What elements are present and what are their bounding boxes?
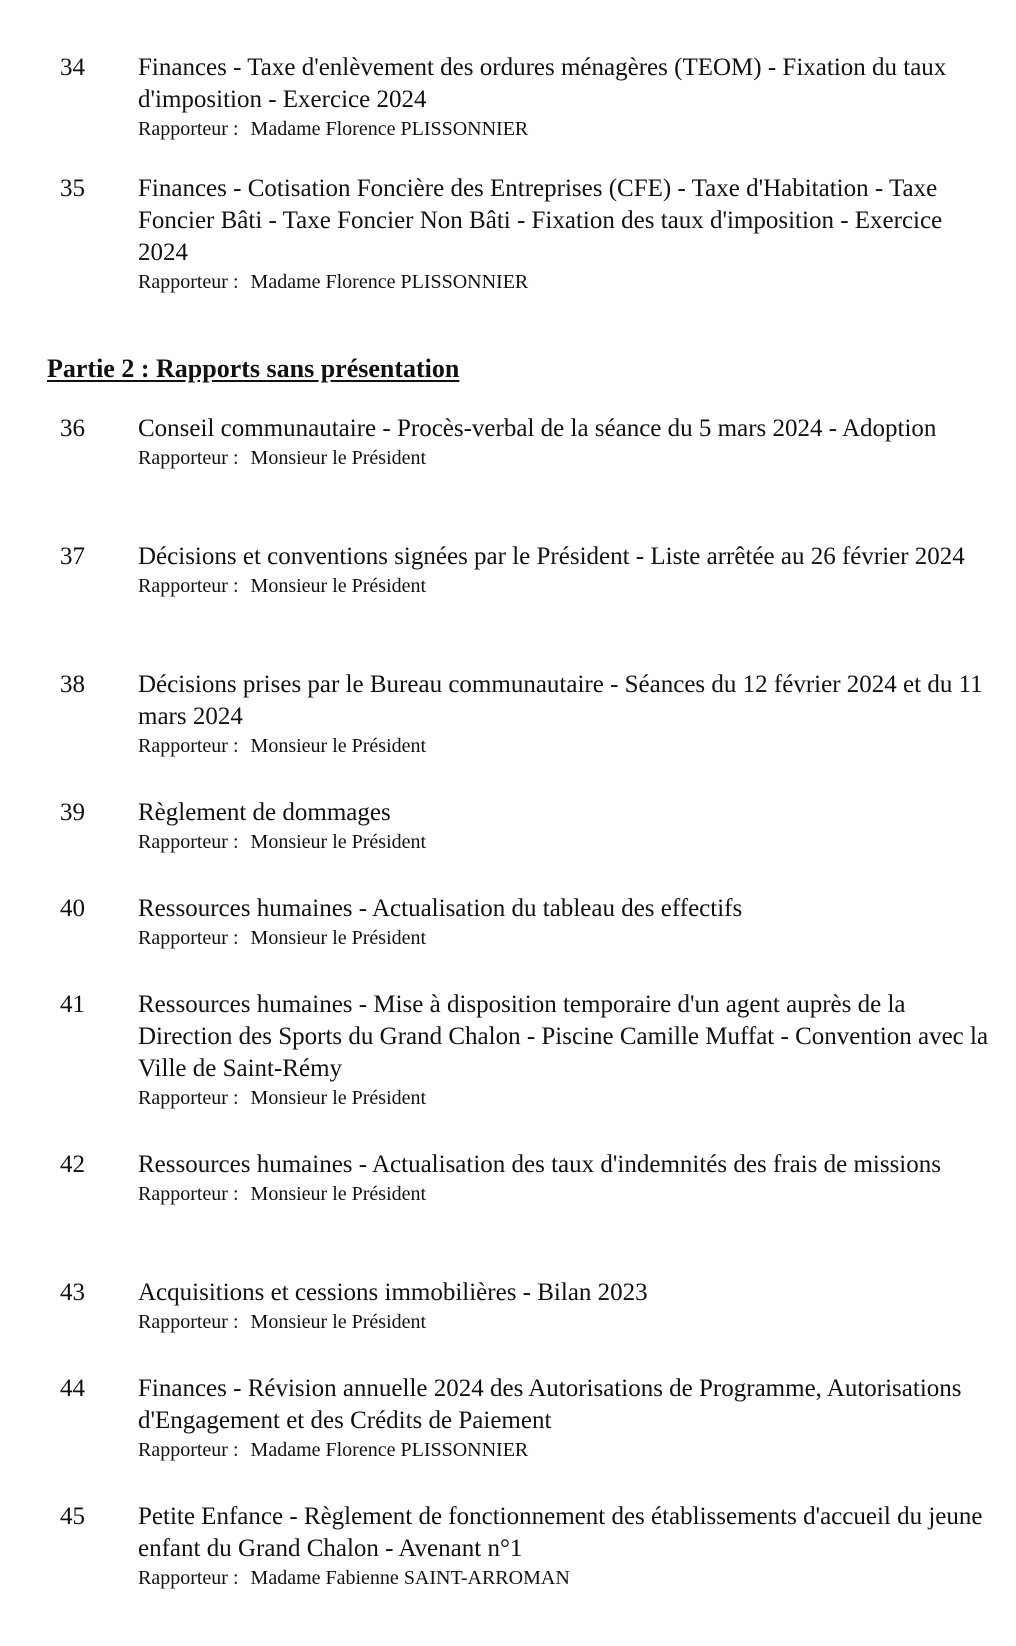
rapporteur-label: Rapporteur : [138, 927, 239, 949]
item-rapporteur [138, 117, 998, 141]
rapporteur-label: Rapporteur : [138, 1183, 239, 1205]
item-rapporteur [138, 734, 998, 758]
rapporteur-label: Rapporteur : [138, 831, 239, 853]
item-rapporteur [138, 1182, 998, 1206]
item-title-block [138, 1149, 998, 1206]
rapporteur-name: Madame Florence PLISSONNIER [250, 271, 529, 293]
rapporteur-label: Rapporteur : [138, 1439, 239, 1461]
item-title-block [138, 797, 998, 854]
rapporteur-name: Monsieur le Président [250, 575, 427, 597]
item-title: Ressources humaines - Actualisation des taux d'indemnités des frais de missions [138, 1151, 941, 1178]
item-number: 35 [60, 175, 85, 202]
rapporteur-name: Monsieur le Président [250, 735, 427, 757]
item-rapporteur [138, 1086, 998, 1110]
item-number: 40 [60, 895, 85, 922]
item-rapporteur [138, 1310, 998, 1334]
item-title: Ressources humaines - Mise à disposition temporaire d'un agent auprès de la Direction des Sports du Grand Chalon - Piscine Camille Muffat - Convention avec la Ville de Saint-Rémy [138, 991, 989, 1082]
item-rapporteur [138, 1438, 998, 1462]
item-title-block [138, 669, 998, 758]
item-number: 37 [60, 543, 85, 570]
item-title-block [138, 1373, 998, 1462]
rapporteur-name: Monsieur le Président [250, 927, 427, 949]
item-title: Petite Enfance - Règlement de fonctionnement des établissements d'accueil du jeune enfant du Grand Chalon - Avenant n°1 [138, 1503, 983, 1562]
rapporteur-label: Rapporteur : [138, 447, 239, 469]
item-title-block [138, 989, 998, 1110]
item-number: 45 [60, 1503, 85, 1530]
item-rapporteur [138, 830, 998, 854]
item-title: Ressources humaines - Actualisation du tableau des effectifs [138, 895, 743, 922]
rapporteur-name: Madame Fabienne SAINT-ARROMAN [250, 1567, 570, 1589]
item-title: Finances - Cotisation Foncière des Entreprises (CFE) - Taxe d'Habitation - Taxe Foncier Bâti - Taxe Foncier Non Bâti - Fixation des taux d'imposition - Exercice 2024 [138, 175, 943, 266]
item-title: Finances - Révision annuelle 2024 des Autorisations de Programme, Autorisations d'Engagement et des Crédits de Paiement [138, 1375, 962, 1434]
item-title: Acquisitions et cessions immobilières - Bilan 2023 [138, 1279, 648, 1306]
item-rapporteur [138, 446, 998, 470]
item-title-block [138, 1277, 998, 1334]
rapporteur-label: Rapporteur : [138, 735, 239, 757]
item-number: 36 [60, 415, 85, 442]
rapporteur-label: Rapporteur : [138, 118, 239, 140]
item-number: 43 [60, 1279, 85, 1306]
rapporteur-name: Monsieur le Président [250, 1087, 427, 1109]
item-rapporteur [138, 574, 998, 598]
rapporteur-label: Rapporteur : [138, 1087, 239, 1109]
item-title-block [138, 173, 998, 294]
item-rapporteur [138, 926, 998, 950]
item-title-block [138, 52, 998, 141]
item-number: 38 [60, 671, 85, 698]
rapporteur-name: Monsieur le Président [250, 447, 427, 469]
item-title: Conseil communautaire - Procès-verbal de la séance du 5 mars 2024 - Adoption [138, 415, 937, 442]
rapporteur-label: Rapporteur : [138, 1311, 239, 1333]
item-title-block [138, 1501, 998, 1590]
item-number: 42 [60, 1151, 85, 1178]
rapporteur-label: Rapporteur : [138, 271, 239, 293]
item-number: 34 [60, 54, 85, 81]
item-rapporteur [138, 270, 998, 294]
rapporteur-name: Monsieur le Président [250, 1183, 427, 1205]
item-number: 41 [60, 991, 85, 1018]
item-title-block [138, 893, 998, 950]
item-title: Décisions et conventions signées par le Président - Liste arrêtée au 26 février 2024 [138, 543, 965, 570]
item-rapporteur [138, 1566, 998, 1590]
section-heading: Partie 2 : Rapports sans présentation [47, 354, 460, 383]
item-title: Règlement de dommages [138, 799, 391, 826]
rapporteur-name: Madame Florence PLISSONNIER [250, 118, 529, 140]
item-number: 39 [60, 799, 85, 826]
item-number: 44 [60, 1375, 85, 1402]
item-title: Décisions prises par le Bureau communautaire - Séances du 12 février 2024 et du 11 mars 2024 [138, 671, 983, 730]
rapporteur-label: Rapporteur : [138, 1567, 239, 1589]
item-title-block [138, 413, 998, 470]
rapporteur-name: Monsieur le Président [250, 1311, 427, 1333]
item-title: Finances - Taxe d'enlèvement des ordures ménagères (TEOM) - Fixation du taux d'imposition - Exercice 2024 [138, 54, 947, 113]
item-title-block [138, 541, 998, 598]
rapporteur-name: Madame Florence PLISSONNIER [250, 1439, 529, 1461]
rapporteur-name: Monsieur le Président [250, 831, 427, 853]
rapporteur-label: Rapporteur : [138, 575, 239, 597]
